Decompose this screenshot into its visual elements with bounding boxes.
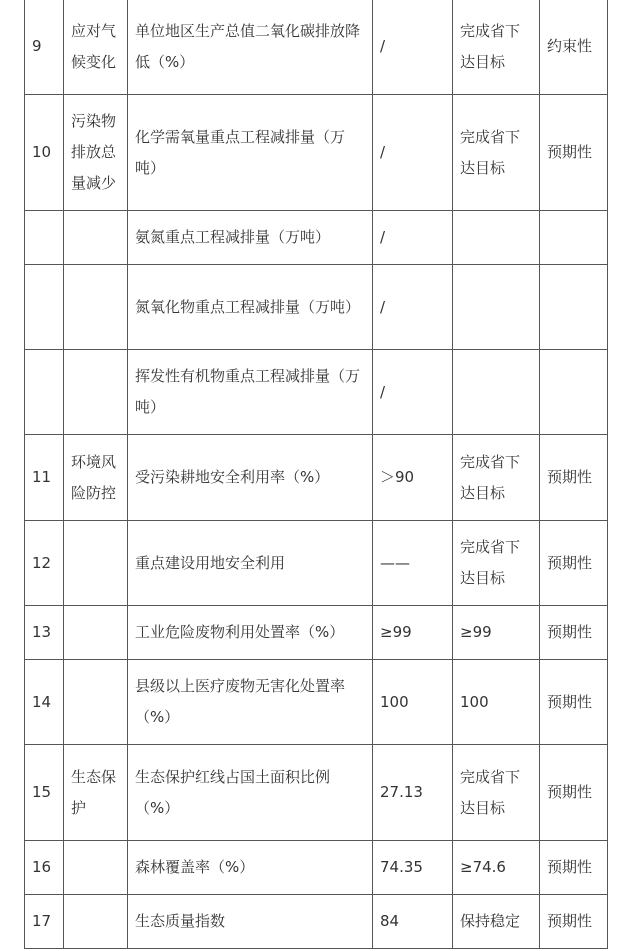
table-row: [25, 265, 608, 350]
baseline-value-cell: /: [373, 211, 453, 265]
table-row: [25, 606, 608, 660]
indicator-name-cell: 单位地区生产总值二氧化碳排放降低（%）: [128, 0, 373, 95]
indicator-name-cell: 生态质量指数: [128, 895, 373, 949]
category-cell: 污染物排放总量减少: [64, 95, 128, 211]
indicator-name-cell: 工业危险废物利用处置率（%）: [128, 606, 373, 660]
indicator-name-cell: 县级以上医疗废物无害化处置率（%）: [128, 660, 373, 745]
row-number-cell: [25, 350, 64, 435]
category-cell: [64, 606, 128, 660]
row-number-cell: [25, 265, 64, 350]
indicator-name-cell: 受污染耕地安全利用率（%）: [128, 435, 373, 521]
indicator-name-cell: 重点建设用地安全利用: [128, 521, 373, 606]
table-row: [25, 350, 608, 435]
baseline-value-cell: 84: [373, 895, 453, 949]
baseline-value-cell: /: [373, 265, 453, 350]
category-cell: [64, 265, 128, 350]
category-cell: [64, 895, 128, 949]
indicator-name-cell: 森林覆盖率（%）: [128, 841, 373, 895]
attribute-cell: 预期性: [540, 435, 608, 521]
table-row: [25, 435, 608, 521]
baseline-value-cell: 27.13: [373, 745, 453, 841]
category-cell: 环境风险防控: [64, 435, 128, 521]
row-number-cell: 11: [25, 435, 64, 521]
target-value-cell: [453, 350, 540, 435]
indicator-name-cell: 挥发性有机物重点工程减排量（万吨）: [128, 350, 373, 435]
target-value-cell: 完成省下达目标: [453, 0, 540, 95]
table-row: [25, 95, 608, 211]
category-cell: [64, 841, 128, 895]
indicator-name-cell: 化学需氧量重点工程减排量（万吨）: [128, 95, 373, 211]
baseline-value-cell: ＞90: [373, 435, 453, 521]
row-number-cell: [25, 211, 64, 265]
baseline-value-cell: 100: [373, 660, 453, 745]
row-number-cell: 10: [25, 95, 64, 211]
row-number-cell: 16: [25, 841, 64, 895]
target-value-cell: 100: [453, 660, 540, 745]
attribute-cell: [540, 350, 608, 435]
baseline-value-cell: /: [373, 95, 453, 211]
table-row: [25, 521, 608, 606]
table-row: [25, 0, 608, 95]
baseline-value-cell: ——: [373, 521, 453, 606]
table-row: [25, 660, 608, 745]
indicator-name-cell: 氮氧化物重点工程减排量（万吨）: [128, 265, 373, 350]
category-cell: [64, 350, 128, 435]
row-number-cell: 12: [25, 521, 64, 606]
baseline-value-cell: /: [373, 350, 453, 435]
table-row: [25, 745, 608, 841]
attribute-cell: 预期性: [540, 895, 608, 949]
target-value-cell: 完成省下达目标: [453, 745, 540, 841]
attribute-cell: 约束性: [540, 0, 608, 95]
baseline-value-cell: ≥99: [373, 606, 453, 660]
target-value-cell: [453, 265, 540, 350]
attribute-cell: [540, 211, 608, 265]
target-value-cell: 完成省下达目标: [453, 521, 540, 606]
attribute-cell: 预期性: [540, 660, 608, 745]
target-value-cell: ≥99: [453, 606, 540, 660]
indicator-table: [24, 0, 608, 949]
baseline-value-cell: /: [373, 0, 453, 95]
table-row: [25, 211, 608, 265]
table-row: [25, 841, 608, 895]
category-cell: [64, 211, 128, 265]
attribute-cell: 预期性: [540, 521, 608, 606]
category-cell: [64, 660, 128, 745]
row-number-cell: 14: [25, 660, 64, 745]
category-cell: 应对气候变化: [64, 0, 128, 95]
target-value-cell: ≥74.6: [453, 841, 540, 895]
target-value-cell: 完成省下达目标: [453, 435, 540, 521]
row-number-cell: 13: [25, 606, 64, 660]
target-value-cell: [453, 211, 540, 265]
attribute-cell: 预期性: [540, 606, 608, 660]
indicator-name-cell: 氨氮重点工程减排量（万吨）: [128, 211, 373, 265]
attribute-cell: 预期性: [540, 745, 608, 841]
category-cell: 生态保护: [64, 745, 128, 841]
category-cell: [64, 521, 128, 606]
row-number-cell: 15: [25, 745, 64, 841]
row-number-cell: 9: [25, 0, 64, 95]
target-value-cell: 保持稳定: [453, 895, 540, 949]
attribute-cell: 预期性: [540, 95, 608, 211]
baseline-value-cell: 74.35: [373, 841, 453, 895]
indicator-name-cell: 生态保护红线占国土面积比例（%）: [128, 745, 373, 841]
target-value-cell: 完成省下达目标: [453, 95, 540, 211]
attribute-cell: 预期性: [540, 841, 608, 895]
attribute-cell: [540, 265, 608, 350]
row-number-cell: 17: [25, 895, 64, 949]
table-row: [25, 895, 608, 949]
